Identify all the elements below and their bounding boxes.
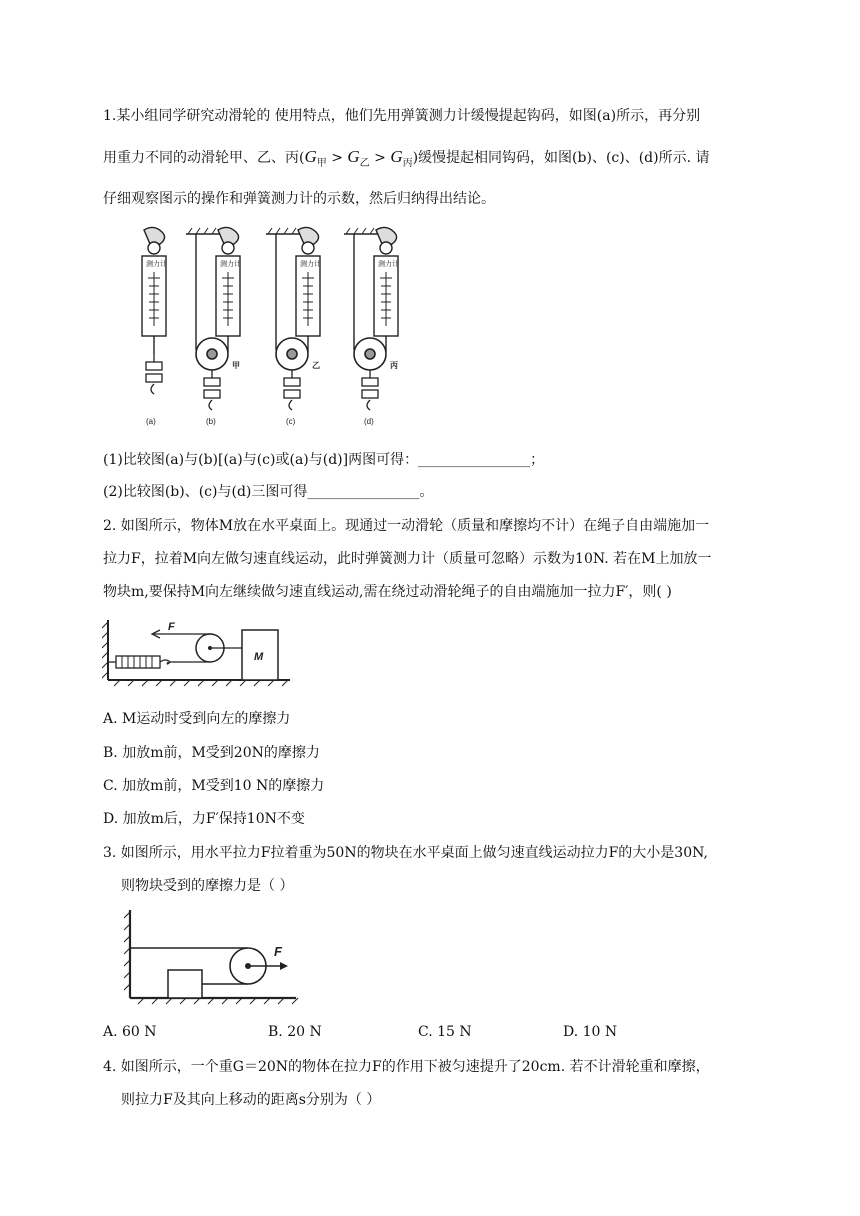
q2-label-m: M (254, 651, 264, 663)
scale-label-b: 测力计 (220, 261, 241, 268)
q3-option-b: B. 20 N (268, 1024, 322, 1040)
caption-c: (c) (286, 417, 296, 426)
q2-label-f: F (168, 621, 175, 633)
q3-option-a: A. 60 N (103, 1024, 157, 1040)
scale-label-a: 测力计 (146, 261, 167, 268)
sub-jia: 甲 (316, 157, 327, 169)
caption-d: (d) (364, 417, 374, 426)
q1-line-2-post: )缓慢提起相同钩码，如图(b)、(c)、(d)所示. 请 (412, 150, 710, 166)
g-symbol: G (390, 147, 403, 166)
q3-line-2: 则物块受到的摩擦力是（ ） (121, 878, 294, 894)
q2-line-1: 2. 如图所示，物体M放在水平桌面上。现通过一动滑轮（质量和摩擦均不计）在绳子自由端施加一 (103, 518, 710, 534)
gt-symbol: > (374, 150, 386, 166)
q2-line-2: 拉力F，拉着M向左做匀速直线运动，此时弹簧测力计（质量可忽略）示数为10N. 若在M上加放一 (103, 551, 712, 567)
q2-option-b: B. 加放m前，M受到20N的摩擦力 (103, 745, 320, 761)
q1-figure (128, 222, 408, 432)
pulley-label-yi: 乙 (312, 361, 320, 370)
scale-label-c: 测力计 (300, 261, 321, 268)
q2-line-3: 物块m,要保持M向左继续做匀速直线运动,需在绕过动滑轮绳子的自由端施加一拉力F′，则( ) (103, 584, 672, 600)
q1-line-2 (103, 147, 710, 174)
scale-label-d: 测力计 (378, 261, 399, 268)
q4-line-1: 4. 如图所示，一个重G＝20N的物体在拉力F的作用下被匀速提升了20cm. 若不计滑轮重和摩擦， (103, 1059, 710, 1075)
g-symbol: G (347, 147, 360, 166)
q3-label-f: F (274, 944, 282, 959)
q1-line-3: 仔细观察图示的操作和弹簧测力计的示数，然后归纳得出结论。 (103, 191, 495, 207)
caption-a: (a) (146, 417, 156, 426)
g-symbol: G (304, 147, 317, 166)
sub-bing: 丙 (402, 157, 413, 169)
q2-figure (102, 616, 292, 688)
q3-option-c: C. 15 N (418, 1024, 472, 1040)
q3-figure (124, 908, 300, 1008)
caption-b: (b) (206, 417, 216, 426)
q1-line-1: 1.某小组同学研究动滑轮的 使用特点，他们先用弹簧测力计缓慢提起钩码，如图(a)所示，再分别 (103, 108, 701, 124)
pulley-label-jia: 甲 (232, 361, 240, 370)
q2-option-a: A. M运动时受到向左的摩擦力 (103, 711, 291, 727)
q2-option-d: D. 加放m后，力F′保持10N不变 (103, 811, 305, 827)
gt-symbol: > (331, 150, 343, 166)
q1-line-2-pre: 用重力不同的动滑轮甲、乙、丙( (103, 150, 305, 166)
sub-yi: 乙 (359, 157, 370, 169)
q3-option-d: D. 10 N (563, 1024, 618, 1040)
q1-sub-1: (1)比较图(a)与(b)[(a)与(c)或(a)与(d)]两图可得：________________； (103, 452, 545, 468)
pulley-label-bing: 丙 (390, 361, 398, 370)
q4-line-2: 则拉力F及其向上移动的距离s分别为（ ） (121, 1092, 381, 1108)
q2-option-c: C. 加放m前，M受到10 N的摩擦力 (103, 778, 325, 794)
q3-line-1: 3. 如图所示，用水平拉力F拉着重为50N的物块在水平桌面上做匀速直线运动拉力F的大小是30N, (103, 845, 708, 861)
q1-sub-2: (2)比较图(b)、(c)与(d)三图可得________________。 (103, 484, 434, 500)
